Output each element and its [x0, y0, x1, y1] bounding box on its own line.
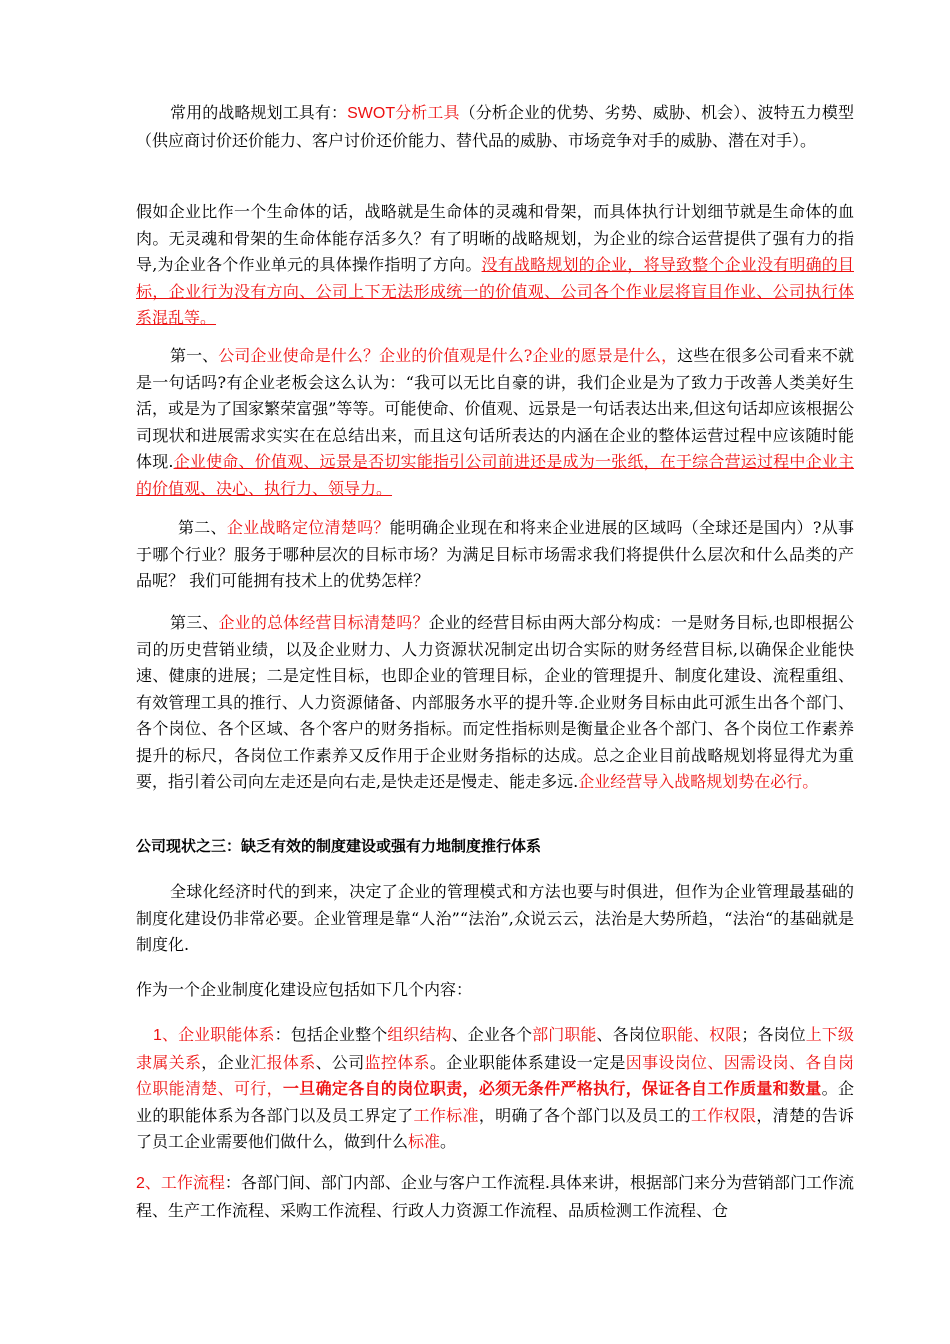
text: ，企业 — [201, 1052, 251, 1072]
highlight-text: 分析工具 — [395, 103, 460, 122]
text: 第一、 — [170, 346, 219, 365]
highlight-text: 组织结构 — [387, 1025, 452, 1044]
text: 、企业各个 — [451, 1025, 533, 1044]
highlight-text: SWOT — [347, 105, 396, 122]
text: 、公司 — [315, 1052, 365, 1072]
text: 假如企业比作一个生命体的话，战略就是生命体的灵魂和骨架，而具体执行计划细节就是生命体的血肉。无灵魂和骨架的生命体能存活多久？有了明晰的战略规划，为企业的综合运营提供了强有力的指导,为企业各个作业单元的具体操作指明了方向。 — [136, 202, 854, 274]
text: 、各岗位 — [596, 1025, 661, 1044]
text: 能明确企业现在和将来企业进展的区域吗（全球还是国内）?从事于哪个行业？服务于哪种层次的目标市场？为满足目标市场需求我们将提供什么层次和什么品类的产品呢？ 我们可能拥有技术上的优势怎样？ — [136, 518, 854, 590]
list-number: 1 — [153, 1027, 162, 1044]
text: ，清楚的告诉了员工企业需要他们做什么，做到什么 — [136, 1105, 854, 1151]
highlight-text: 监控体系 — [364, 1052, 430, 1072]
list-item-functional-system — [136, 1022, 854, 1156]
paragraph-globalization: 全球化经济时代的到来，决定了企业的管理模式和方法也要与时俱进，但作为企业管理最基础的制度化建设仍非常必要。企业管理是靠“人治”“法治”,众说云云，法治是大势所趋，“法治“的基础就是制度化. — [136, 882, 854, 954]
text: 企业的经营目标由两大部分构成：一是财务目标,也即根据公司的历史营销业绩，以及企业财力、人力资源状况制定出切合实际的财务经营目标,以确保企业能快速、健康的进展；二是定性目标，也即企业的管理目标，企业的管理提升、制度化建设、流程重组、有效管理工具的推行、人力资源储备、内部服务水平的提升等.企业财务目标由此可派生出各个部门、各个岗位、各个区域、各个客户的财务指标。而定性指标则是衡量企业各个部门、各个岗位工作素养提升的标尺，各岗位工作素养又反作用于企业财务指标的达成。总之企业目前战略规划将显得尤为重要，指引着公司向左走还是向右走,是快走还是慢走、能走多远. — [136, 613, 854, 791]
underlined-highlight-text: 企业使命、价值观、远景是否切实能指引公司前进还是成为一张纸，在于综合营运过程中企业主的价值观、决心、执行力、领导力。 — [136, 452, 854, 498]
highlight-text: 、工作流程 — [144, 1173, 225, 1192]
highlight-text: 标准 — [408, 1132, 441, 1151]
highlight-text: 企业的总体经营目标清楚吗？ — [218, 613, 429, 632]
highlight-text: 工作标准 — [413, 1105, 479, 1125]
text: 第二、 — [178, 518, 227, 537]
section-heading: 公司现状之三：缺乏有效的制度建设或强有力地制度推行体系 — [136, 837, 542, 855]
highlight-text: 汇报体系 — [250, 1052, 316, 1072]
underlined-highlight-text: 没有战略规划的企业，将导致整个企业没有明确的目标，企业行为没有方向、公司上下无法形成统一的价值观、公司各个作业层将盲目作业、公司执行体系混乱等。 — [136, 255, 854, 327]
text: 这些在很多公司看来不就是一句话吗?有企业老板会这么认为：“我可以无比自豪的讲，我们企业是为了致力于改善人类美好生活，或是为了国家繁荣富强”等等。可能使命、价值观、远景是一句话表达出来,但这句话却应该根据公司现状和进展需求实实在在总结出来，而且这句话所表达的内涵在企业的整体运营过程中应该随时能体现. — [136, 346, 854, 471]
highlight-text: 、企业职能体系 — [161, 1025, 275, 1044]
text: 。 — [440, 1132, 457, 1151]
text: ：包括企业整个 — [274, 1025, 388, 1044]
highlight-text: 企业经营导入战略规划势在必行。 — [578, 772, 819, 791]
paragraph-life-analogy — [136, 199, 854, 332]
highlight-text: 企业战略定位清楚吗？ — [226, 518, 390, 537]
text: 。企业职能体系建设一定是 — [429, 1052, 626, 1072]
bold-highlight-text: 一旦确定各自的岗位职责，必须无条件严格执行，保证各自工作质量和数量 — [282, 1079, 822, 1098]
highlight-text: 上下级隶属关系 — [136, 1025, 854, 1072]
paragraph-strategy-tools — [136, 100, 854, 154]
highlight-text: 公司企业使命是什么？企业的价值观是什么?企业的愿景是什么， — [218, 346, 678, 365]
text: 常用的战略规划工具有： — [170, 103, 348, 122]
highlight-text: 因事设岗位、因需设岗、各自岗位职能清楚、可行， — [136, 1052, 854, 1098]
highlight-text: 部门职能 — [532, 1025, 597, 1044]
highlight-text: 工作权限 — [691, 1105, 757, 1125]
paragraph-second-positioning — [136, 515, 854, 595]
list-number: 2 — [136, 1175, 145, 1192]
paragraph-third-goals — [136, 610, 854, 796]
list-item-work-process — [136, 1170, 854, 1224]
text: ：各部门间、部门内部、企业与客户工作流程.具体来讲，根据部门来分为营销部门工作流程、生产工作流程、采购工作流程、行政人力资源工作流程、品质检测工作流程、仓 — [136, 1173, 855, 1220]
text: ，明确了各个部门以及员工的 — [478, 1105, 692, 1125]
paragraph-intro-list: 作为一个企业制度化建设应包括如下几个内容： — [136, 980, 473, 999]
text: 。企业的职能体系为各部门以及员工界定了 — [136, 1079, 854, 1125]
text: 第三、 — [170, 613, 219, 632]
paragraph-first-mission — [136, 343, 854, 502]
highlight-text: 职能、权限 — [660, 1025, 742, 1044]
text: ；各岗位 — [741, 1025, 806, 1044]
text: （分析企业的优势、劣势、威胁、机会）、波特五力模型（供应商讨价还价能力、客户讨价还价能力、替代品的威胁、市场竞争对手的威胁、潜在对手）。 — [136, 103, 854, 150]
